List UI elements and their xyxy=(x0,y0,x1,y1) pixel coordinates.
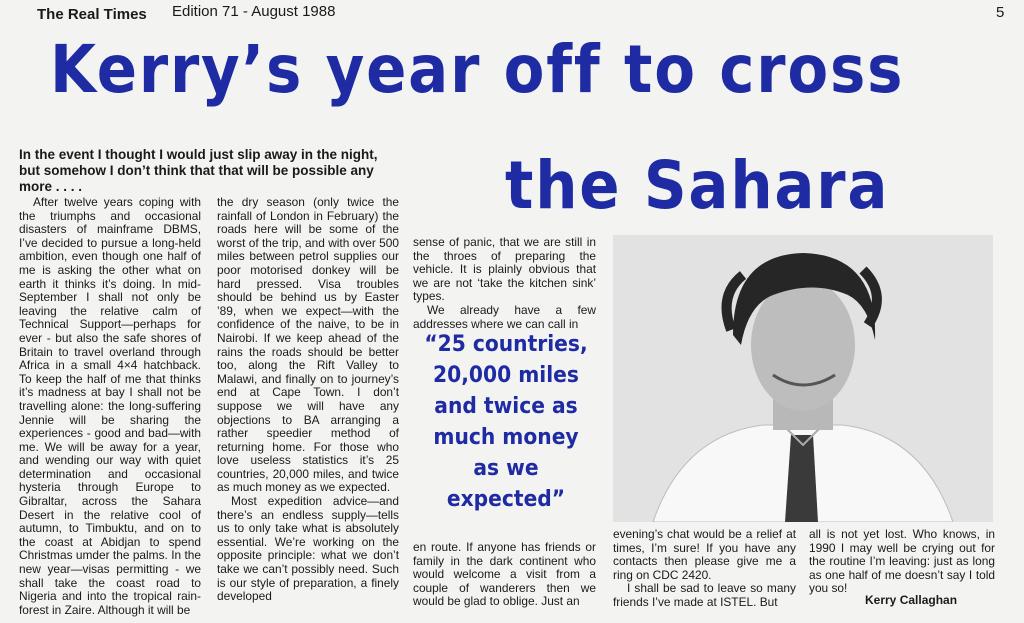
standfirst: In the event I thought I would just slip away in the night, but somehow I don’t think that that will be possible any more . . . . xyxy=(19,147,378,194)
column-3-paragraph-2: We already have a few addresses where we can call in xyxy=(413,302,596,331)
page-header xyxy=(0,0,1024,26)
author-photo xyxy=(613,235,993,522)
article-column-2 xyxy=(217,196,399,604)
article-column-5 xyxy=(809,528,995,596)
article-column-1 xyxy=(19,196,201,617)
headline-line-1: Kerry’s year off to cross xyxy=(50,31,905,108)
column-4-paragraph-1: evening’s chat would be a relief at times, I’m sure! If you have any contacts then please give me a ring on CDC 2420. xyxy=(613,527,796,582)
column-3-paragraph-1: sense of panic, that we are still in the throes of preparing the vehicle. It is plainly obvious that we are not ‘take the kitchen sink’ types. xyxy=(413,235,596,304)
column-2-paragraph-1: the dry season (only twice the rainfall of London in February) the roads here will be some of the worst of the trip, and with over 500 miles between petrol supplies our poor motorised donkey will be hard pressed. Visa troubles should be behind us by Easter ’89, when we expect—with the confidence of the naive, to be in Nairobi. If we keep ahead of the rains the roads should be better too, along the Rift Valley to Malawi, and finally on to journey’s end at Cape Town. I don’t suppose we will have any objections to BA arranging a rather speedier method of returning home. For those who love useless statistics it’s 25 countries, 20,000 miles, and twice as much money as we expected. xyxy=(217,195,399,495)
article-column-4 xyxy=(613,528,796,610)
page-number: 5 xyxy=(996,4,1005,21)
column-3-paragraph-3: en route. If anyone has friends or family in the dark continent who would welcome a visit from a couple of wanderers then we would be glad to oblige. Just an xyxy=(413,540,596,609)
byline: Kerry Callaghan xyxy=(865,593,958,607)
article-column-3-top xyxy=(413,236,596,331)
column-5-paragraph: all is not yet lost. Who knows, in 1990 I may well be crying out for the routine I’m leaving: just as long as one half of me doesn’t say I told you so! xyxy=(809,527,995,596)
edition-label: Edition 71 - August 1988 xyxy=(172,3,336,20)
portrait-illustration xyxy=(613,235,993,522)
column-2-paragraph-2: Most expedition advice—and there’s an endless supply—tells us to only take what is absolutely essential. We’re working on the opposite principle: what we don’t take we can’t possibly need. Such is our style of preparation, a finely developed xyxy=(217,494,399,604)
pull-quote: “25 countries, 20,000 miles and twice as much money as we expected” xyxy=(424,332,588,512)
headline-line-2: the Sahara xyxy=(505,147,890,224)
article-column-3-bottom xyxy=(413,541,596,609)
column-4-paragraph-2: I shall be sad to leave so many friends I’ve made at ISTEL. But xyxy=(613,581,796,609)
publication-name: The Real Times xyxy=(37,6,147,23)
column-1-paragraph: After twelve years coping with the triumphs and occasional disasters of mainframe DBMS, I’ve decided to pursue a long-held ambition, even though one half of me is asking the other what on earth it thinks it’s doing. In mid-September I shall not only be leaving the relative calm of Technical Support—perhaps for ever - but also the safe shores of Britain to travel overland through Africa in a small 4×4 hatchback. To keep the half of me that thinks it’s madness at bay I shall not be travelling alone: the long-suffering Jennie will be sharing the experiences - good and bad—with me. We will be away for a year, and wending our way with quiet determination and occasional hysteria through Europe to Gibraltar, across the Sahara Desert in the relative cool of autumn, to Timbuktu, and on to the coast at Abidjan to spend Christmas umder the palms. In the new year—visas permitting - we shall take the coast road to Nigeria and into the tropical rain-forest in Zaire. Although it will be xyxy=(19,195,201,617)
